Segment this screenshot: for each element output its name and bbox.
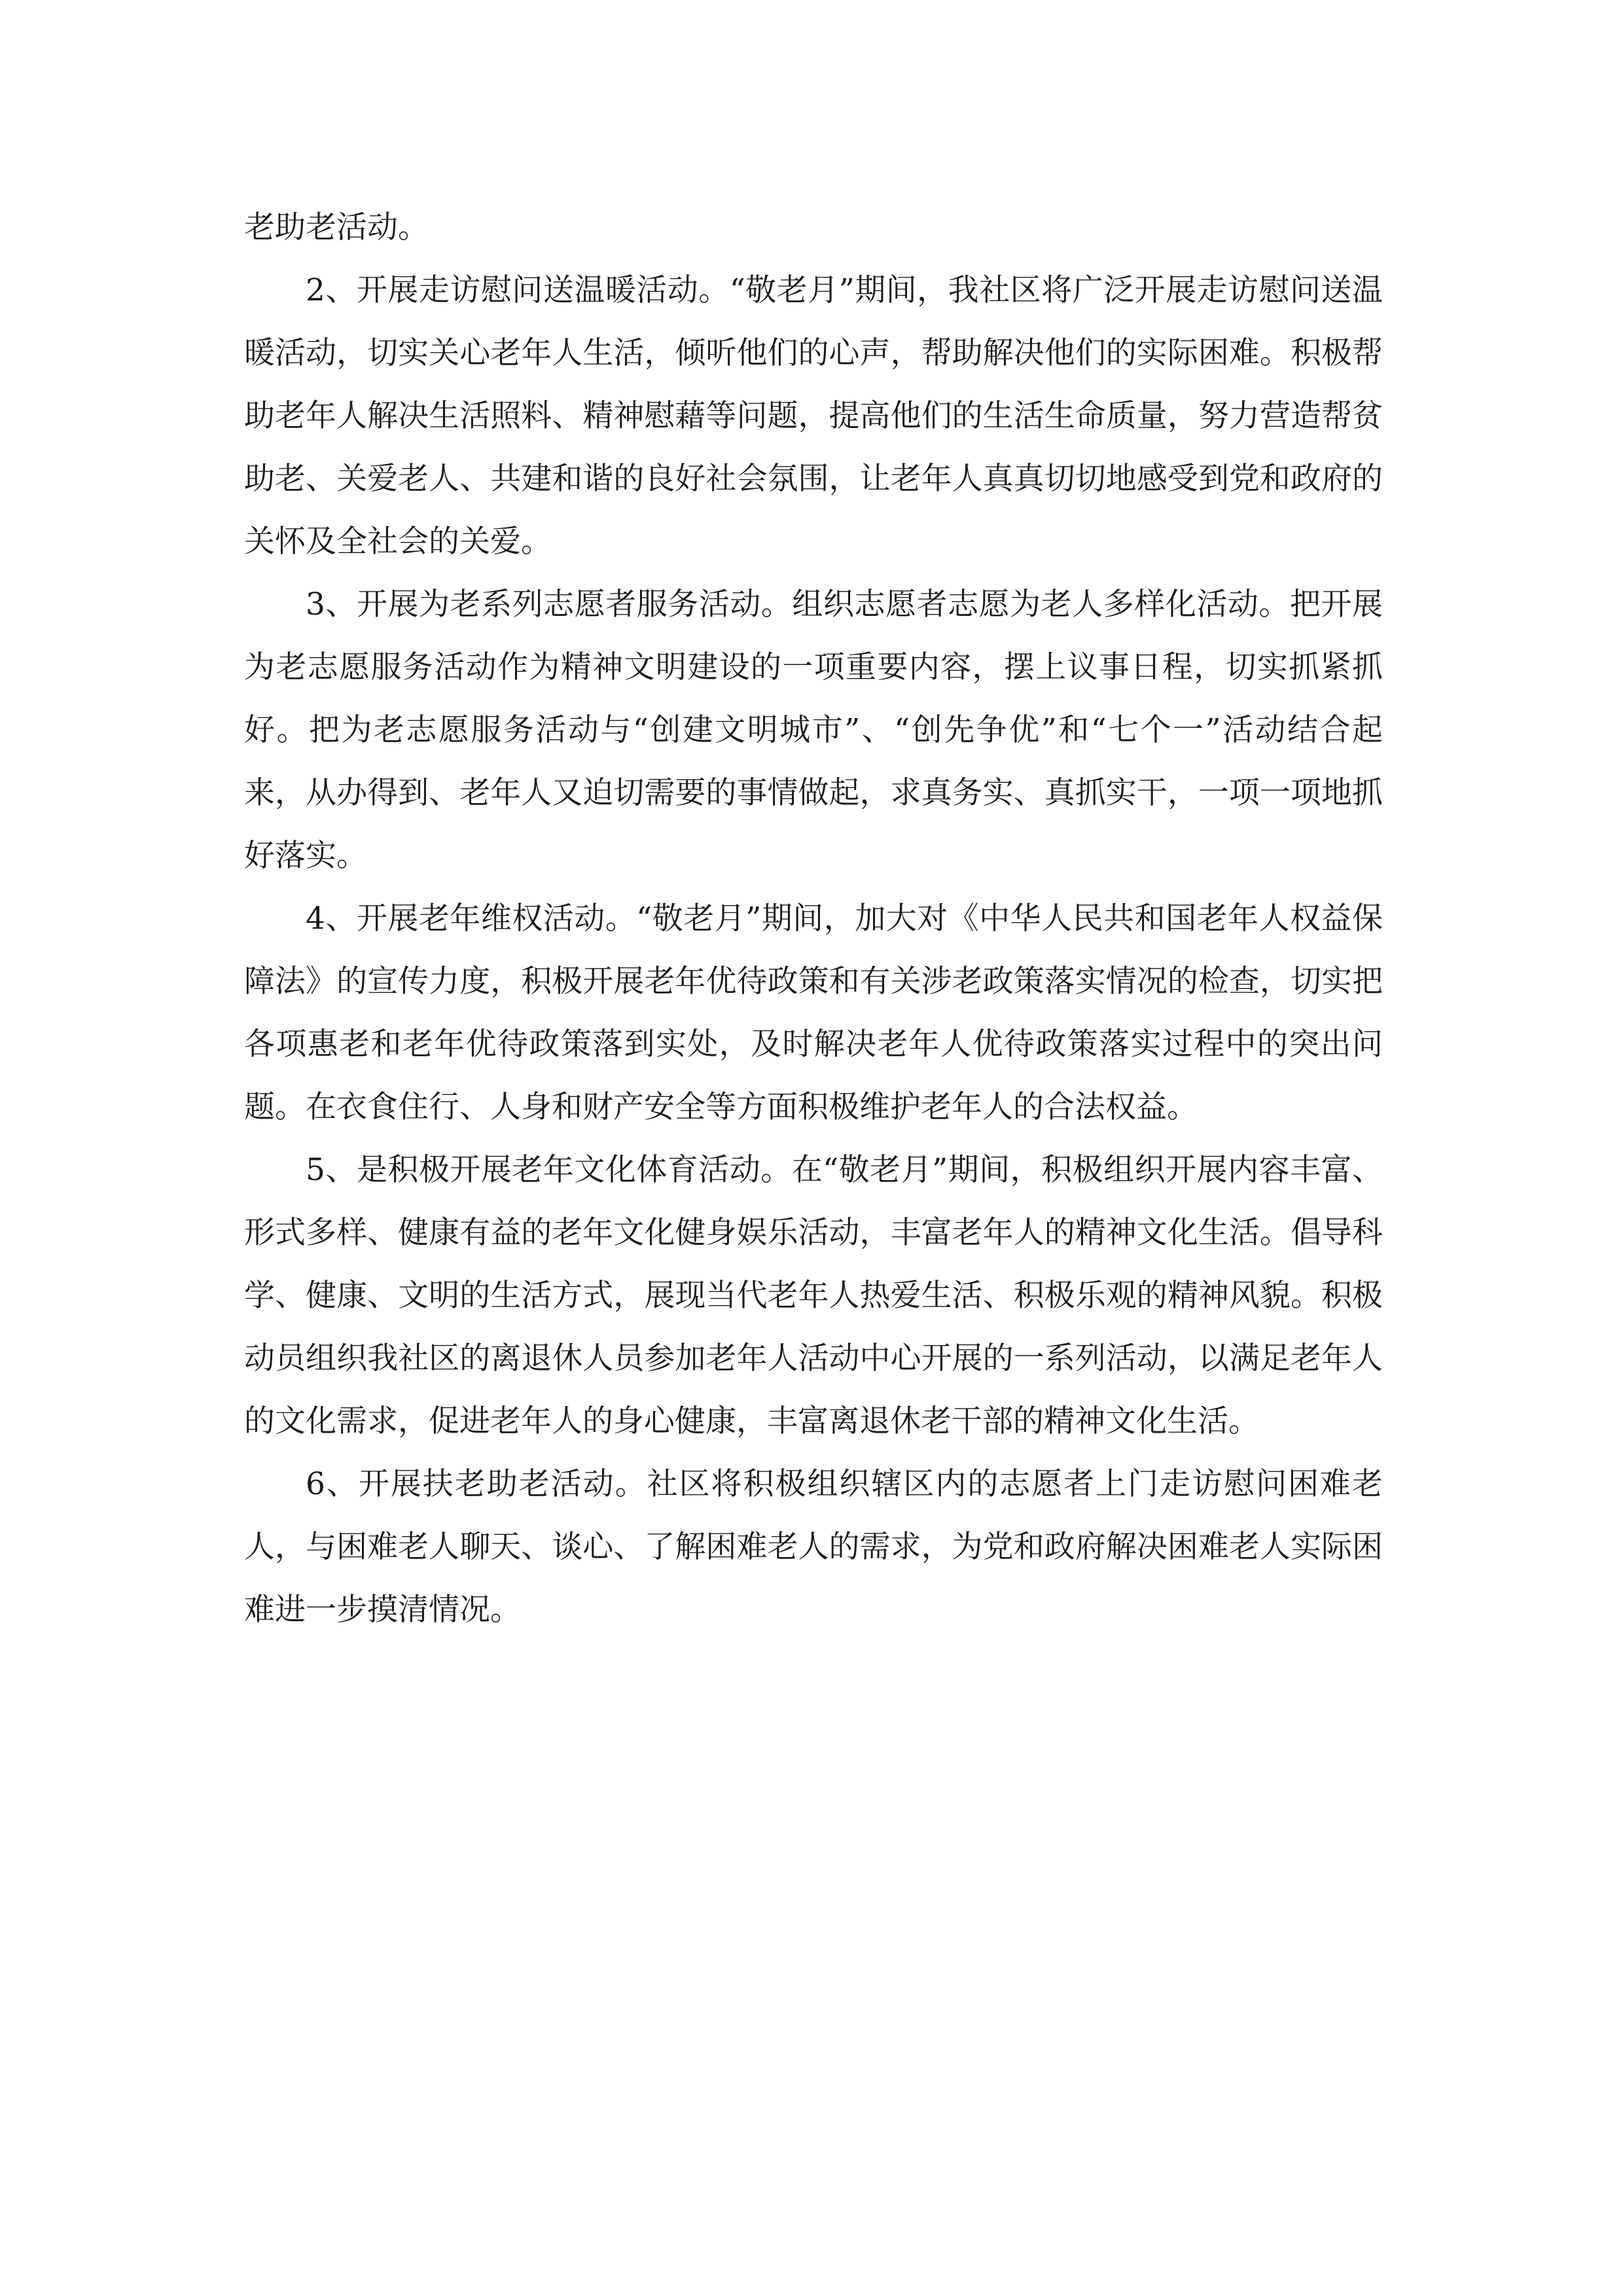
- paragraph-3-volunteer-service: 3、开展为老系列志愿者服务活动。组织志愿者志愿为老人多样化活动。把开展为老志愿服务活动作为精神文明建设的一项重要内容，摆上议事日程，切实抓紧抓好。把为老志愿服务活动与“创建文明城市”、“创先争优”和“七个一”活动结合起来，从办得到、老年人又迫切需要的事情做起，求真务实、真抓实干，一项一项地抓好落实。: [244, 586, 1383, 874]
- document-body: [244, 196, 1383, 1641]
- paragraph-4-rights-protection: 4、开展老年维权活动。“敬老月”期间，加大对《中华人民共和国老年人权益保障法》的宣传力度，积极开展老年优待政策和有关涉老政策落实情况的检查，切实把各项惠老和老年优待政策落到实处，及时解决老年人优待政策落实过程中的突出问题。在衣食住行、人身和财产安全等方面积极维护老年人的合法权益。: [244, 901, 1383, 1125]
- paragraph-1-continuation: 老助老活动。: [244, 209, 429, 245]
- paragraph-6-assist-elderly: 6、开展扶老助老活动。社区将积极组织辖区内的志愿者上门走访慰问困难老人，与困难老人聊天、谈心、了解困难老人的需求，为党和政府解决困难老人实际困难进一步摸清情况。: [244, 1466, 1383, 1628]
- paragraph-5-culture-sports: 5、是积极开展老年文化体育活动。在“敬老月”期间，积极组织开展内容丰富、形式多样、健康有益的老年文化健身娱乐活动，丰富老年人的精神文化生活。倡导科学、健康、文明的生活方式，展现当代老年人热爱生活、积极乐观的精神风貌。积极动员组织我社区的离退休人员参加老年人活动中心开展的一系列活动，以满足老年人的文化需求，促进老年人的身心健康，丰富离退休老干部的精神文化生活。: [244, 1152, 1383, 1439]
- paragraph-2-visits: 2、开展走访慰问送温暖活动。“敬老月”期间，我社区将广泛开展走访慰问送温暖活动，切实关心老年人生活，倾听他们的心声，帮助解决他们的实际困难。积极帮助老年人解决生活照料、精神慰藉等问题，提高他们的生活生命质量，努力营造帮贫助老、关爱老人、共建和谐的良好社会氛围，让老年人真真切切地感受到党和政府的关怀及全社会的关爱。: [244, 272, 1383, 560]
